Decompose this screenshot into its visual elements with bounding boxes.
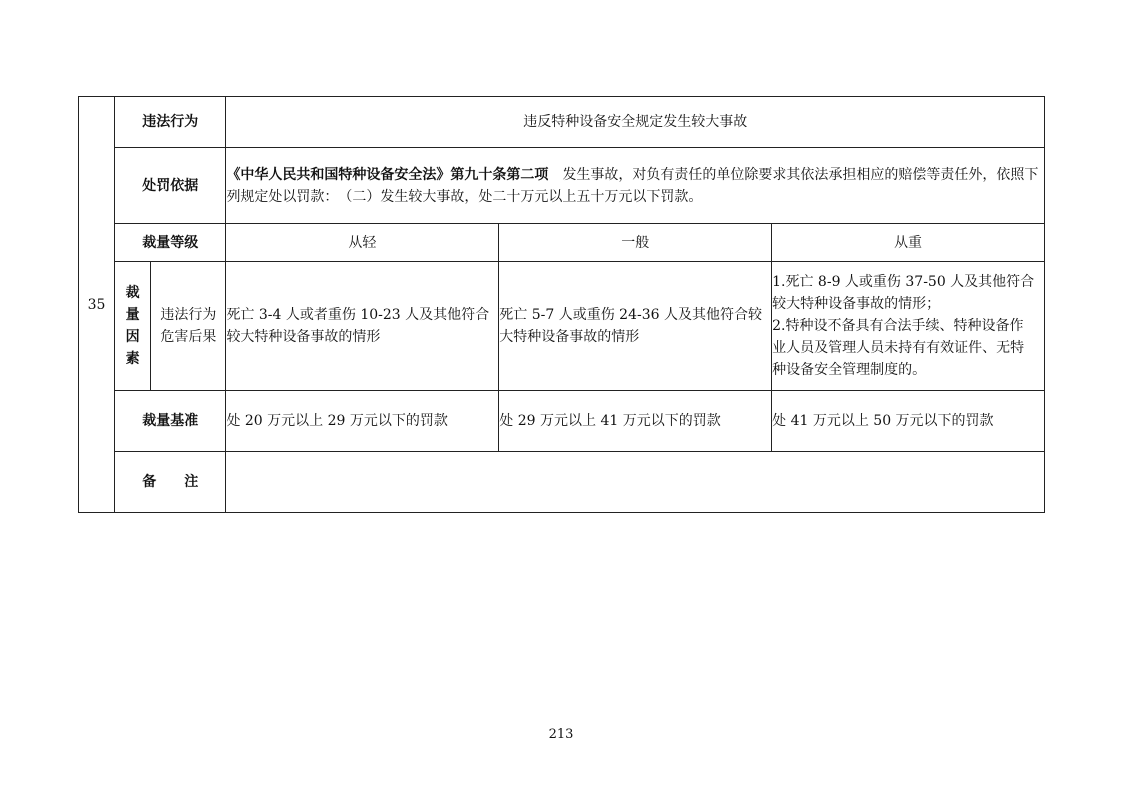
basis-cell: [226, 148, 1045, 224]
grade-normal: 一般: [499, 224, 772, 262]
factor-sub-line: 违法行为: [160, 307, 217, 323]
grade-light: 从轻: [226, 224, 499, 262]
standard-label: 裁量基准: [115, 391, 226, 452]
basis-law-title: 《中华人民共和国特种设备安全法》第九十条第二项: [226, 166, 549, 183]
factor-row: [79, 262, 1045, 391]
standard-normal: 处 29 万元以上 41 万元以下的罚款: [499, 391, 772, 452]
grade-row: [79, 224, 1045, 262]
penalty-discretion-table: [78, 96, 1045, 513]
note-row: [79, 452, 1045, 513]
violation-row: [79, 97, 1045, 148]
basis-label: 处罚依据: [115, 148, 226, 224]
row-number: 35: [79, 97, 115, 513]
factor-char: 裁: [125, 285, 140, 301]
factor-heavy-line: 业人员及管理人员未持有有效证件、无特: [772, 340, 1025, 356]
factor-heavy-line: 种设备安全管理制度的。: [772, 362, 927, 378]
note-label-b: 注: [184, 474, 199, 490]
factor-light: 死亡 3-4 人或者重伤 10-23 人及其他符合较大特种设备事故的情形: [226, 262, 499, 391]
standard-heavy: 处 41 万元以上 50 万元以下的罚款: [772, 391, 1045, 452]
factor-normal: 死亡 5-7 人或重伤 24-36 人及其他符合较大特种设备事故的情形: [499, 262, 772, 391]
factor-char: 因: [125, 329, 140, 345]
factor-char: 量: [125, 307, 140, 323]
factor-char: 素: [125, 351, 140, 367]
basis-text: 发生事故，对负有责任的单位除要求其依法承担相应的赔偿等责任外，依照下列规定处以罚款： （二）发生较大事故，处二十万元以上五十万元以下罚款。: [226, 166, 1039, 205]
grade-heavy: 从重: [772, 224, 1045, 262]
factor-sub-label: [151, 262, 226, 391]
factor-heavy: [772, 262, 1045, 391]
basis-row: [79, 148, 1045, 224]
factor-heavy-line: 2.特种设不备具有合法手续、特种设备作: [772, 318, 1024, 334]
factor-heavy-line: 1.死亡 8-9 人或重伤 37-50 人及其他符合: [772, 274, 1035, 290]
note-label-a: 备: [142, 474, 157, 490]
factor-heavy-line: 较大特种设备事故的情形；: [772, 296, 941, 312]
standard-light: 处 20 万元以上 29 万元以下的罚款: [226, 391, 499, 452]
violation-label: 违法行为: [115, 97, 226, 148]
note-label: [115, 452, 226, 513]
factor-sub-line: 危害后果: [160, 329, 217, 345]
note-content: [226, 452, 1045, 513]
standard-row: [79, 391, 1045, 452]
factor-label: [115, 262, 151, 391]
grade-label: 裁量等级: [115, 224, 226, 262]
violation-text: 违反特种设备安全规定发生较大事故: [226, 97, 1045, 148]
page-number: 213: [548, 727, 574, 742]
